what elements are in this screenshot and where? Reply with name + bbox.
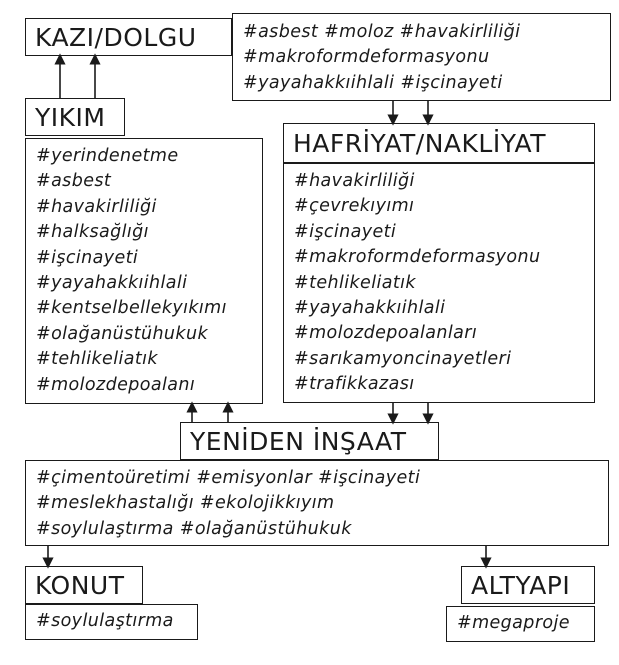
yikim-tags-box bbox=[25, 138, 263, 404]
tag-line: #meslekhastalığı #ekolojikkıyım bbox=[36, 493, 335, 514]
tag-line: #tehlikeliatık bbox=[294, 272, 416, 293]
hafriyat-nakliyat-title-box bbox=[283, 123, 595, 163]
tag-line: #megaproje bbox=[457, 613, 570, 633]
yikim-title-box bbox=[25, 98, 125, 136]
tag-line: #yerindenetme bbox=[36, 146, 179, 166]
altyapi-tags-box bbox=[446, 606, 595, 642]
tag-line: #işcinayeti bbox=[36, 247, 139, 268]
tag-line: #yayahakkıihlali bbox=[36, 273, 188, 294]
tag-line: #asbest bbox=[36, 171, 112, 192]
tag-line: #sarıkamyoncinayetleri bbox=[294, 348, 512, 369]
tag-line: #çevrekıyımı bbox=[294, 196, 415, 217]
tag-line: #yayahakkıihlali #işcinayeti bbox=[243, 72, 503, 93]
tag-line: #makroformdeformasyonu bbox=[243, 47, 490, 68]
tag-line: #tehlikeliatık bbox=[36, 349, 158, 370]
konut-tags-box bbox=[25, 604, 198, 640]
tag-line: #kentselbellekyıkımı bbox=[36, 298, 227, 319]
tag-line: #olağanüstühukuk bbox=[36, 323, 208, 344]
tag-line: #soylulaştırma #olağanüstühukuk bbox=[36, 518, 352, 539]
tag-line: #havakirliliği bbox=[36, 196, 157, 217]
tag-line: #molozdepoalanı bbox=[36, 374, 196, 395]
tag-line: #molozdepoalanları bbox=[294, 323, 478, 344]
tag-line: #çimentoüretimi #emisyonlar #işcinayeti bbox=[36, 468, 421, 488]
tag-line: #soylulaştırma bbox=[36, 611, 174, 631]
yikim-title: YIKIM bbox=[35, 102, 106, 132]
tag-line: #makroformdeformasyonu bbox=[294, 247, 541, 268]
hafriyat-nakliyat-title: HAFRİYAT/NAKLİYAT bbox=[293, 128, 546, 158]
konut-title: KONUT bbox=[35, 570, 125, 600]
tag-line: #yayahakkıihlali bbox=[294, 298, 446, 319]
yeniden-insaat-title: YENİDEN İNŞAAT bbox=[190, 426, 407, 456]
kazi-dolgu-title: KAZI/DOLGU bbox=[35, 22, 197, 52]
kazi-dolgu-title-box bbox=[25, 18, 232, 56]
tag-line: #asbest #moloz #havakirliliği bbox=[243, 22, 521, 42]
tag-line: #işcinayeti bbox=[294, 221, 397, 242]
tag-line: #havakirliliği bbox=[294, 171, 415, 191]
konut-title-box bbox=[25, 566, 143, 604]
altyapi-title: ALTYAPI bbox=[471, 570, 571, 600]
altyapi-title-box bbox=[461, 566, 595, 604]
kazi-dolgu-tags-box bbox=[232, 13, 611, 101]
yeniden-insaat-tags-box bbox=[25, 460, 609, 546]
yeniden-insaat-title-box bbox=[180, 422, 439, 460]
hafriyat-nakliyat-tags-box bbox=[283, 163, 595, 403]
tag-line: #trafikkazası bbox=[294, 374, 415, 395]
tag-line: #halksağlığı bbox=[36, 222, 149, 243]
